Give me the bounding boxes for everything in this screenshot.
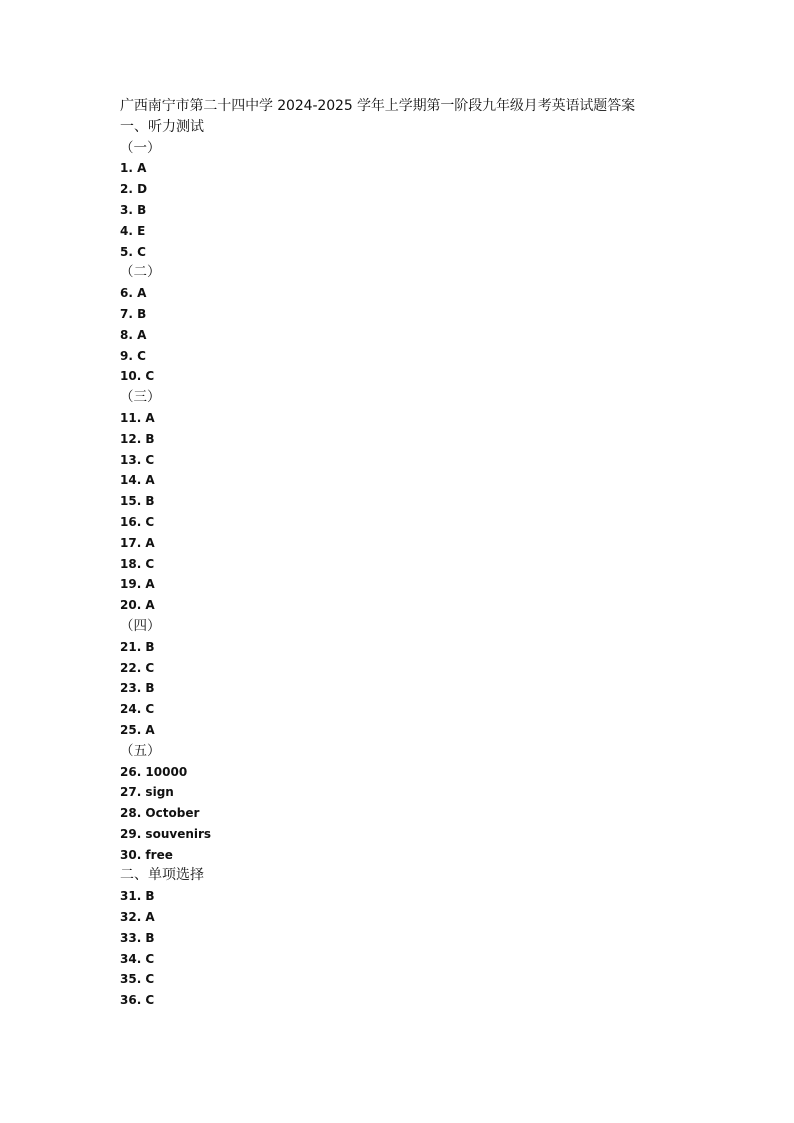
- answer-line: 1. A: [120, 161, 147, 176]
- answer-line: 15. B: [120, 494, 155, 509]
- answer-line: 5. C: [120, 244, 146, 259]
- answer-line: 16. C: [120, 514, 155, 529]
- answer-line: 12. B: [120, 431, 155, 446]
- answer-line: 20. A: [120, 598, 155, 613]
- subsection-heading: （五）: [120, 742, 161, 759]
- subsection-heading: （一）: [120, 139, 161, 156]
- subsection-heading: （三）: [120, 389, 161, 406]
- document-title: 广西南宁市第二十四中学 2024-2025 学年上学期第一阶段九年级月考英语试题答案: [120, 98, 636, 114]
- answer-line: 31. B: [120, 889, 155, 904]
- answer-line: 27. sign: [120, 785, 174, 800]
- subsection-heading: （二）: [120, 264, 161, 281]
- answer-line: 17. A: [120, 535, 155, 550]
- answer-line: 28. October: [120, 806, 200, 821]
- answer-line: 9. C: [120, 348, 146, 363]
- answer-line: 8. A: [120, 327, 147, 342]
- answer-line: 13. C: [120, 452, 155, 467]
- answer-line: 29. souvenirs: [120, 826, 212, 841]
- answer-line: 21. B: [120, 639, 155, 654]
- answer-line: 2. D: [120, 182, 148, 197]
- answer-line: 6. A: [120, 286, 147, 301]
- subsection-heading: （四）: [120, 617, 161, 634]
- section-heading: 二、单项选择: [120, 867, 204, 884]
- answer-line: 30. free: [120, 847, 173, 862]
- answer-line: 32. A: [120, 910, 155, 925]
- document-body: [120, 96, 680, 1011]
- answer-line: 7. B: [120, 306, 147, 321]
- answer-line: 4. E: [120, 223, 146, 238]
- answer-line: 33. B: [120, 930, 155, 945]
- answer-line: 25. A: [120, 722, 155, 737]
- answer-line: 23. B: [120, 681, 155, 696]
- answer-line: 35. C: [120, 972, 155, 987]
- answer-line: 11. A: [120, 410, 155, 425]
- answer-line: 26. 10000: [120, 764, 188, 779]
- answer-line: 19. A: [120, 577, 155, 592]
- answer-line: 14. A: [120, 473, 155, 488]
- answer-line: 3. B: [120, 202, 147, 217]
- answer-line: 10. C: [120, 369, 155, 384]
- answer-line: 18. C: [120, 556, 155, 571]
- answer-line: 22. C: [120, 660, 155, 675]
- answer-line: 24. C: [120, 702, 155, 717]
- section-heading: 一、听力测试: [120, 118, 204, 135]
- answer-line: 34. C: [120, 951, 155, 966]
- answer-line: 36. C: [120, 993, 155, 1008]
